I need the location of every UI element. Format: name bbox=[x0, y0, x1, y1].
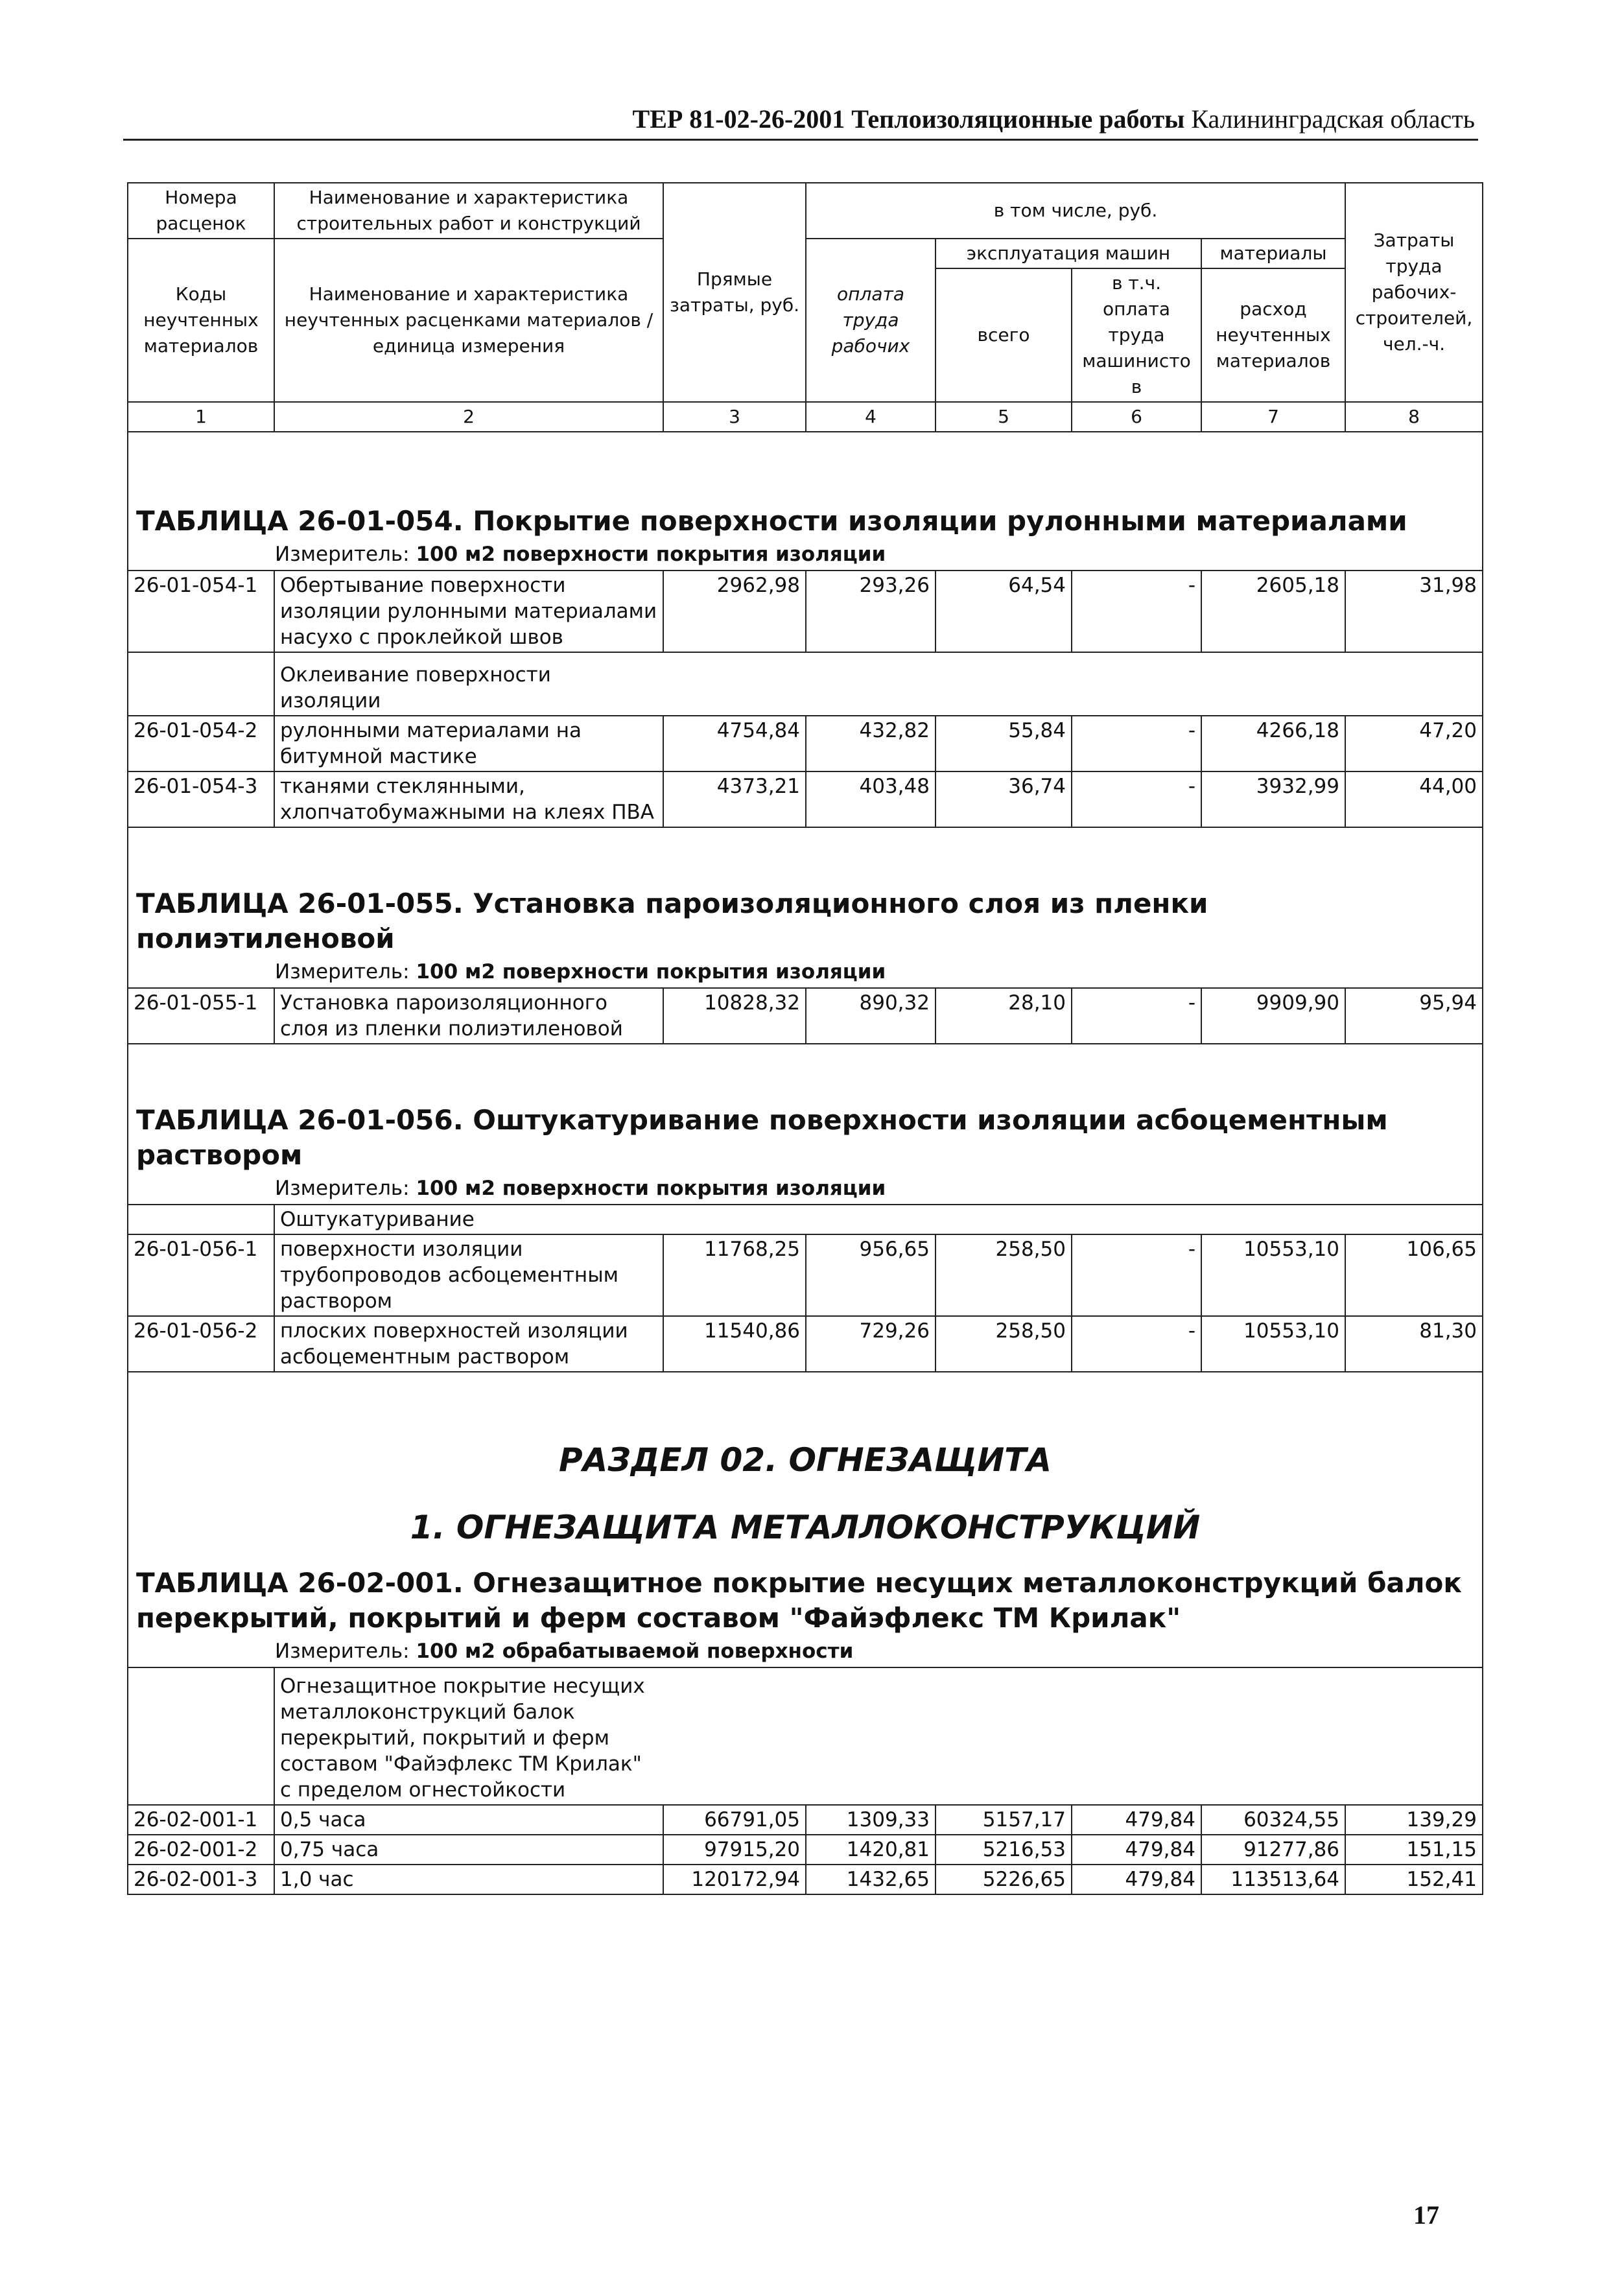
price-table bbox=[127, 182, 1483, 1895]
rate-code: 26-01-054-2 bbox=[128, 716, 274, 771]
col-number: 8 bbox=[1345, 402, 1483, 432]
section-title-cell bbox=[128, 1372, 1483, 1550]
col-header-material-codes: Коды неучтенных материалов bbox=[128, 239, 274, 402]
table-title-cell bbox=[128, 1044, 1483, 1173]
col-header-materials: материалы bbox=[1201, 239, 1345, 268]
wages: 956,65 bbox=[806, 1234, 936, 1316]
rate-code: 26-02-001-1 bbox=[128, 1805, 274, 1835]
direct-costs: 10828,32 bbox=[663, 988, 806, 1044]
labor-hours: 47,20 bbox=[1345, 716, 1483, 771]
table-title: ТАБЛИЦА 26-01-055. Установка пароизоляционного слоя из пленки полиэтиленовой bbox=[136, 888, 1208, 954]
machines-total: 55,84 bbox=[936, 716, 1072, 771]
wages: 1420,81 bbox=[806, 1835, 936, 1865]
wages: 729,26 bbox=[806, 1316, 936, 1372]
wages: 1432,65 bbox=[806, 1865, 936, 1894]
col-header-including: в том числе, руб. bbox=[806, 183, 1345, 239]
operator-wages: - bbox=[1072, 1234, 1201, 1316]
measure-cell bbox=[128, 956, 1483, 988]
col-header-wages: оплата труда рабочих bbox=[806, 239, 936, 402]
table-title: ТАБЛИЦА 26-01-056. Оштукатуривание поверхности изоляции асбоцементным раствором bbox=[136, 1104, 1388, 1171]
materials: 2605,18 bbox=[1201, 571, 1345, 652]
table-row bbox=[128, 1316, 1483, 1372]
measure-row bbox=[128, 539, 1483, 571]
rate-code: 26-01-056-1 bbox=[128, 1234, 274, 1316]
rate-name: 1,0 час bbox=[274, 1865, 663, 1894]
table-title-row bbox=[128, 1550, 1483, 1636]
operator-wages: - bbox=[1072, 988, 1201, 1044]
table-row bbox=[128, 1835, 1483, 1865]
measure-cell bbox=[128, 1173, 1483, 1205]
labor-hours: 139,29 bbox=[1345, 1805, 1483, 1835]
wages: 890,32 bbox=[806, 988, 936, 1044]
rate-name: поверхности изоляции трубопроводов асбоцементным раствором bbox=[274, 1234, 663, 1316]
labor-hours: 106,65 bbox=[1345, 1234, 1483, 1316]
table-title-row bbox=[128, 1044, 1483, 1173]
measure-row bbox=[128, 956, 1483, 988]
measure-value: 100 м2 поверхности покрытия изоляции bbox=[416, 543, 886, 566]
materials: 10553,10 bbox=[1201, 1234, 1345, 1316]
materials: 91277,86 bbox=[1201, 1835, 1345, 1865]
materials: 60324,55 bbox=[1201, 1805, 1345, 1835]
direct-costs: 120172,94 bbox=[663, 1865, 806, 1894]
group-code-empty bbox=[128, 1667, 274, 1805]
table-title-cell bbox=[128, 432, 1483, 539]
header-region: Калининградская область bbox=[1191, 104, 1475, 134]
table-row bbox=[128, 716, 1483, 771]
col-number: 2 bbox=[274, 402, 663, 432]
labor-hours: 44,00 bbox=[1345, 771, 1483, 827]
col-header-name: Наименование и характеристика строительных работ и конструкций bbox=[274, 183, 663, 239]
group-code-empty bbox=[128, 1205, 274, 1234]
table-row bbox=[128, 571, 1483, 652]
rate-name: тканями стеклянными, хлопчатобумажными на клеях ПВА bbox=[274, 771, 663, 827]
measure-label: Измеритель: bbox=[275, 543, 410, 566]
wages: 293,26 bbox=[806, 571, 936, 652]
materials: 10553,10 bbox=[1201, 1316, 1345, 1372]
machines-total: 64,54 bbox=[936, 571, 1072, 652]
col-header-codes: Номера расценок bbox=[128, 183, 274, 239]
operator-wages: - bbox=[1072, 571, 1201, 652]
table-row bbox=[128, 988, 1483, 1044]
rate-code: 26-02-001-3 bbox=[128, 1865, 274, 1894]
group-label bbox=[274, 1667, 1483, 1805]
rate-name: Установка пароизоляционного слоя из пленки полиэтиленовой bbox=[274, 988, 663, 1044]
machines-total: 5226,65 bbox=[936, 1865, 1072, 1894]
table-row bbox=[128, 771, 1483, 827]
group-text: Оклеивание поверхности изоляции bbox=[280, 663, 551, 712]
operator-wages: 479,84 bbox=[1072, 1835, 1201, 1865]
table-title-cell bbox=[128, 1550, 1483, 1636]
column-number-row bbox=[128, 402, 1483, 432]
measure-cell bbox=[128, 1636, 1483, 1667]
measure-label: Измеритель: bbox=[275, 1177, 410, 1200]
rate-name: Обертывание поверхности изоляции рулонными материалами насухо с проклейкой швов bbox=[274, 571, 663, 652]
measure-cell bbox=[128, 539, 1483, 571]
group-label: Оштукатуривание bbox=[274, 1205, 1483, 1234]
col-number: 4 bbox=[806, 402, 936, 432]
labor-hours: 31,98 bbox=[1345, 571, 1483, 652]
rate-code: 26-01-054-1 bbox=[128, 571, 274, 652]
section-title: РАЗДЕЛ 02. ОГНЕЗАЩИТА bbox=[559, 1441, 1052, 1479]
measure-label: Измеритель: bbox=[275, 960, 410, 983]
machines-total: 36,74 bbox=[936, 771, 1072, 827]
measure-value: 100 м2 поверхности покрытия изоляции bbox=[416, 1177, 886, 1200]
rate-name: рулонными материалами на битумной мастике bbox=[274, 716, 663, 771]
measure-value: 100 м2 обрабатываемой поверхности bbox=[416, 1640, 854, 1663]
group-row bbox=[128, 1667, 1483, 1805]
machines-total: 5157,17 bbox=[936, 1805, 1072, 1835]
rate-code: 26-01-054-3 bbox=[128, 771, 274, 827]
direct-costs: 4373,21 bbox=[663, 771, 806, 827]
materials: 3932,99 bbox=[1201, 771, 1345, 827]
materials: 113513,64 bbox=[1201, 1865, 1345, 1894]
section-subtitle: 1. ОГНЕЗАЩИТА МЕТАЛЛОКОНСТРУКЦИЙ bbox=[410, 1509, 1201, 1546]
group-row bbox=[128, 1205, 1483, 1234]
col-header-direct-costs: Прямые затраты, руб. bbox=[663, 183, 806, 402]
direct-costs: 4754,84 bbox=[663, 716, 806, 771]
labor-hours: 81,30 bbox=[1345, 1316, 1483, 1372]
col-header-machines-total: всего bbox=[936, 268, 1072, 402]
measure-value: 100 м2 поверхности покрытия изоляции bbox=[416, 960, 886, 983]
operator-wages: 479,84 bbox=[1072, 1865, 1201, 1894]
measure-row bbox=[128, 1636, 1483, 1667]
table-title: ТАБЛИЦА 26-02-001. Огнезащитное покрытие несущих металлоконструкций балок перекрытий, покрытий и ферм составом "Файэфлекс ТМ Крилак" bbox=[136, 1567, 1462, 1634]
header-code: ТЕР 81-02-26-2001 Теплоизоляционные работы bbox=[632, 104, 1185, 134]
labor-hours: 95,94 bbox=[1345, 988, 1483, 1044]
col-header-operator-wages: в т.ч. оплата труда машинистов bbox=[1072, 268, 1201, 402]
machines-total: 5216,53 bbox=[936, 1835, 1072, 1865]
machines-total: 258,50 bbox=[936, 1234, 1072, 1316]
table-row bbox=[128, 1234, 1483, 1316]
operator-wages: - bbox=[1072, 716, 1201, 771]
col-number: 1 bbox=[128, 402, 274, 432]
col-number: 6 bbox=[1072, 402, 1201, 432]
direct-costs: 11540,86 bbox=[663, 1316, 806, 1372]
direct-costs: 66791,05 bbox=[663, 1805, 806, 1835]
col-header-material-consumption: расход неучтенных материалов bbox=[1201, 268, 1345, 402]
labor-hours: 152,41 bbox=[1345, 1865, 1483, 1894]
direct-costs: 97915,20 bbox=[663, 1835, 806, 1865]
machines-total: 258,50 bbox=[936, 1316, 1072, 1372]
direct-costs: 2962,98 bbox=[663, 571, 806, 652]
col-number: 7 bbox=[1201, 402, 1345, 432]
table-title-row bbox=[128, 827, 1483, 956]
col-header-labor-hours: Затраты труда рабочих-строителей, чел.-ч. bbox=[1345, 183, 1483, 402]
direct-costs: 11768,25 bbox=[663, 1234, 806, 1316]
operator-wages: 479,84 bbox=[1072, 1805, 1201, 1835]
materials: 4266,18 bbox=[1201, 716, 1345, 771]
machines-total: 28,10 bbox=[936, 988, 1072, 1044]
operator-wages: - bbox=[1072, 771, 1201, 827]
table-title-cell bbox=[128, 827, 1483, 956]
labor-hours: 151,15 bbox=[1345, 1835, 1483, 1865]
col-number: 3 bbox=[663, 402, 806, 432]
group-code-empty bbox=[128, 652, 274, 716]
table-title-row bbox=[128, 432, 1483, 539]
wages: 403,48 bbox=[806, 771, 936, 827]
col-header-material-name: Наименование и характеристика неучтенных расценками материалов / единица измерения bbox=[274, 239, 663, 402]
group-text: Огнезащитное покрытие несущих металлоконструкций балок перекрытий, покрытий и ферм составом "Файэфлекс ТМ Крилак" с пределом огнестойкости bbox=[280, 1675, 645, 1802]
rate-code: 26-01-056-2 bbox=[128, 1316, 274, 1372]
group-row bbox=[128, 652, 1483, 716]
materials: 9909,90 bbox=[1201, 988, 1345, 1044]
rate-name: плоских поверхностей изоляции асбоцементным раствором bbox=[274, 1316, 663, 1372]
col-header-machines: эксплуатация машин bbox=[936, 239, 1201, 268]
operator-wages: - bbox=[1072, 1316, 1201, 1372]
rate-code: 26-01-055-1 bbox=[128, 988, 274, 1044]
section-title-row bbox=[128, 1372, 1483, 1550]
header-rule bbox=[123, 139, 1478, 141]
running-header bbox=[123, 104, 1475, 135]
wages: 1309,33 bbox=[806, 1805, 936, 1835]
rate-code: 26-02-001-2 bbox=[128, 1835, 274, 1865]
table-title: ТАБЛИЦА 26-01-054. Покрытие поверхности изоляции рулонными материалами bbox=[136, 505, 1407, 537]
measure-row bbox=[128, 1173, 1483, 1205]
table-row bbox=[128, 1805, 1483, 1835]
rate-name: 0,5 часа bbox=[274, 1805, 663, 1835]
measure-label: Измеритель: bbox=[275, 1640, 410, 1663]
group-label bbox=[274, 652, 1483, 716]
table-row bbox=[128, 1865, 1483, 1894]
page-number: 17 bbox=[1413, 2200, 1439, 2230]
table-header-row bbox=[128, 183, 1483, 239]
wages: 432,82 bbox=[806, 716, 936, 771]
col-number: 5 bbox=[936, 402, 1072, 432]
rate-name: 0,75 часа bbox=[274, 1835, 663, 1865]
